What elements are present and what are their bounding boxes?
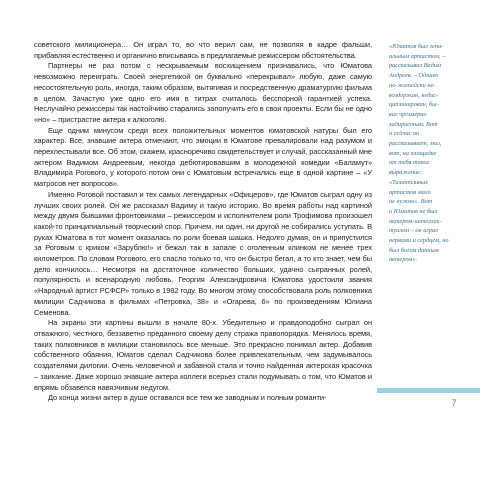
sidebar-quote: «Юматов был гени- альным артистом, – рассказывал Вадим Андреев. – Однако по-житейски не- воздержан, недис- циплинирован, бы- вал чрезмерно задиристым. Вот и сейчас он рассказывает, мол, вот, на площадке от тебя такое выражение: «Талантливых артистов малo не нужно». Вот и Юматов не был актером-интеллек- туалом – он играл нервами и сердцем, но был богом данным актером». (389, 43, 449, 264)
paragraph: До конца жизни актер в душе оставался все тем же заводным и полным романти- (48, 393, 327, 403)
page-number: 7 (451, 398, 457, 408)
main-text-column (34, 40, 372, 404)
paragraph: Еще одним минусом среди всех положительных моментов юматовской натуры был его характер. Все, знавшие актера отмечают, что эмоции в Юматове превалировали над разумом и перехлестывали все. Об этом, скажем, красноречиво свидетельствует и случай, рассказанный мне актером Вадимом Андреевым, некогда дебютировавшим в молодежной комедии «Баламут» Владимира Рогового, у которого потом они с Юматовым встречались еще в одной картине – «У матросов нет вопросов». (34, 125, 372, 189)
paragraph: На экраны эти картины вышли в начале 80-х. Убедительно и правдоподобно сыграл он отважного, честного, беззаветно преданного своему делу стража правопорядка. Менялось время, таких полковников в милиции становилось все меньше. Это прекрасно понимал актер. Добавив собственного обаяния, Юматов сделал Садчикова более привлекательным, чем задумывалось создателями дилогии. Очень человечной и забавной стала и точно найденная актерская красочка – заикание. Даже хорошо знавшие актера коллеги всерьез стали подумывать о том, что Юматов и впрямь обзавелся навязчивым недугом. (34, 318, 372, 392)
paragraph: советского милиционера… Он играл то, во что верил сам, не позволяя в кадре фальши, прибавляя естественно и органично вписываясь в предлагаемые режиссером обстоятельства. (34, 40, 372, 60)
paragraph: Партнеры не раз потом с нескрываемым восхищением признавались, что Юматова невозможно переиграть. Своей энергетикой он буквально «перекрывал» любую, даже самую несостоятельную роль, иногда, таким образом, вытягивая и посредственную драматургию фильма в целом. Зачастую уже одно его имя в титрах считалось бесспорной гарантией успеха. Неслучайно режиссеры так настойчиво старались заполучить его в свои проекты. Если бы не одно «но» – пристрастие актера к алкоголю. (34, 61, 372, 124)
accent-bar (377, 388, 480, 393)
paragraph: Именно Роговой поставил и тех самых легендарных «Офицеров», где Юматов сыграл одну из лучших своих ролей. Он же рассказал Вадиму и такую историю. Во время работы над картиной между двумя бывшими фронтовиками – режиссером и исполнителем роли Трофимова произошел какой-то принципиальный творческий спор. Причем, ни один, ни другой не собирались уступать. В руках Юматова в тот момент оказалась по роли боевая шашка. Недолго думая, он и припустился за Роговым с криком «Зарублю!» и бежал так в запале с оголенным клинком не менее трех километров. По словам Рогового, его спасло только то, что он быстро бегал, а то кто знает, чем бы дело кончилось… Несмотря на достаточное количество больших, удачно сыгранных ролей, популярность и всенародную любовь, Георгия Александровича Юматова удостоили звания «Народный артист РСФСР» только в 1982 году. Во многом этому способствовала роль полковника милиции Садчикова в фильмах «Петровка, 38» и «Огарева, 6» по произведениям Юлиана Семенова. (34, 189, 372, 317)
